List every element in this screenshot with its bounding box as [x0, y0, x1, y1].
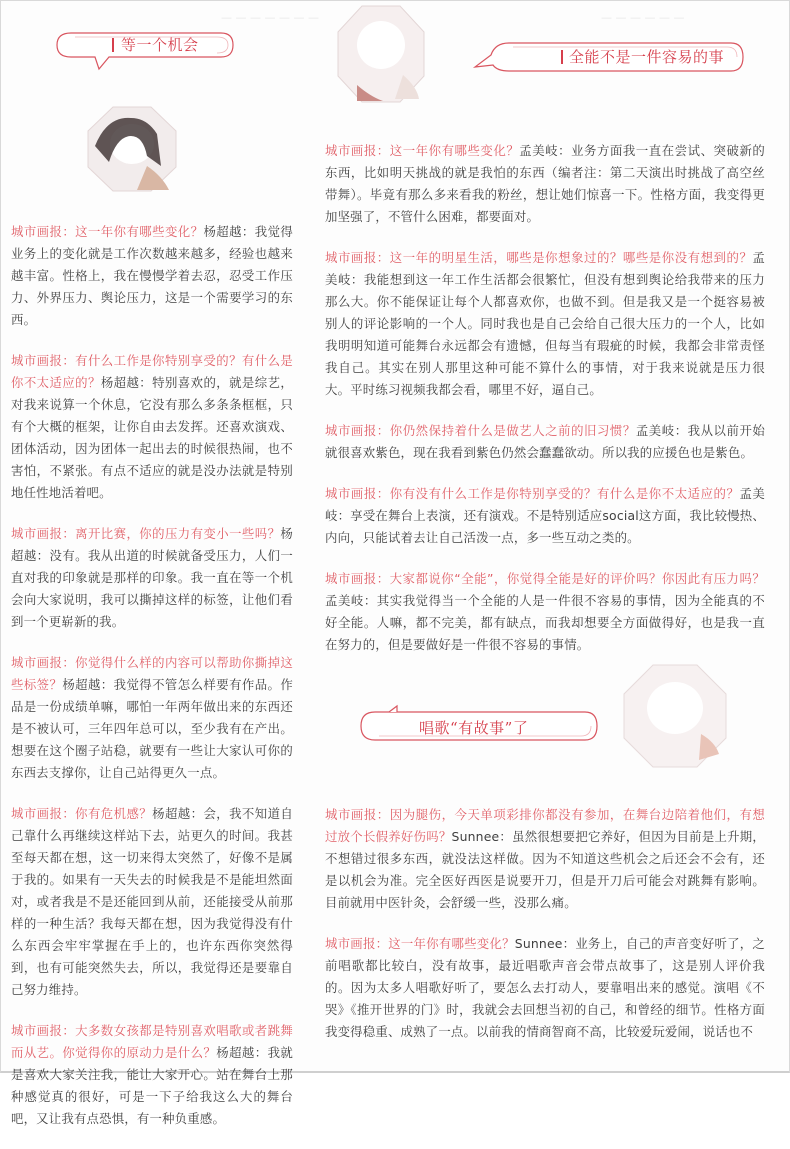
qa-paragraph — [325, 568, 765, 656]
banner-title: 唱歌“有故事”了 — [419, 719, 529, 737]
answer-text: 孟美岐：我从以前开始就很喜欢紫色，现在我看到紫色仍然会蠢蠢欲动。所以我的应援色也是紫色。 — [325, 423, 765, 460]
answer-text: 杨超越：我就是喜欢大家关注我，能让大家开心。站在舞台上那种感觉真的很好，可是一下子给我这么大的舞台吧，又让我有点恐惧，有一种负重感。 — [11, 1045, 293, 1126]
question-text: 城市画报：大家都说你“全能”，你觉得全能是好的评价吗？你因此有压力吗？ — [325, 571, 765, 586]
answer-text: 杨超越：特别喜欢的，就是综艺，对我来说算一个休息，它没有那么多条条框框，只有个大概的框架，让你自由去发挥。还喜欢演戏、团体活动，因为团体一起出去的时候很热闹，也不害怕，不紧张。有点不适应的就是没办法就是特别地任性地活着吧。 — [11, 375, 294, 500]
section-banner-left — [49, 25, 239, 71]
qa-paragraph — [325, 140, 765, 228]
answer-text: 孟美岐：我能想到这一年工作生活都会很繁忙，但没有想到舆论给我带来的压力那么大。你不能保证让每个人都喜欢你，也做不到。但是我又是一个挺容易被别人的评论影响的一个人。同时我也是自己会给自己很大压力的一个人，比如我明明知道可能舞台永远都会有遗憾，但每当有瑕疵的时候，我都会非常责怪我自己。其实在别人那里这种可能不算什么的事情，对于我来说就是压力很大。平时练习视频我都会看，哪里不好，逼自己。 — [325, 250, 765, 397]
question-text: 城市画报：这一年你有哪些变化？ — [325, 936, 515, 951]
qa-paragraph — [325, 420, 765, 464]
qa-paragraph — [11, 1020, 293, 1130]
qa-paragraph — [11, 652, 293, 784]
answer-text: 杨超越：我觉得业务上的变化就是工作次数越来越多，经验也越来越丰富。性格上，我在慢慢学着去忍，忍受工作压力、外界压力、舆论压力，这是一个需要学习的东西。 — [11, 224, 294, 327]
interview-column-left — [11, 221, 293, 1149]
question-text: 城市画报：这一年的明星生活，哪些是你想象过的？哪些是你没有想到的？ — [325, 250, 753, 265]
question-text: 城市画报：这一年你有哪些变化？ — [11, 224, 204, 239]
banner-bar-icon — [561, 50, 563, 64]
interview-column-right-bottom — [325, 804, 765, 1062]
qa-paragraph — [325, 933, 765, 1043]
bleed-through-decoration: — — — — — — — — [221, 11, 319, 24]
question-text: 城市画报：这一年你有哪些变化？ — [325, 143, 520, 158]
question-text: 城市画报：你仍然保持着什么是做艺人之前的旧习惯？ — [325, 423, 636, 438]
answer-text: Sunnee：业务上，自己的声音变好听了，之前唱歌都比较白，没有故事，最近唱歌声音会带点故事了，这是别人评价我的。因为太多人唱歌好听了，要怎么去打动人，要靠唱出来的感觉。演唱《不哭》《推开世界的门》时，我就会去回想当初的自己，和曾经的细节。性格方面我变得稳重、成熟了一点。以前我的情商智商不高，比较爱玩爱闹，说话也不 — [325, 936, 766, 1039]
question-text: 城市画报：离开比赛，你的压力有变小一些吗？ — [11, 526, 281, 541]
portrait-photo-left — [87, 106, 177, 192]
answer-text: 孟美岐：其实我觉得当一个全能的人是一件很不容易的事情，因为全能真的不好全能。人嘛，都不完美，都有缺点，而我却想要全方面做得好，也是我一直在努力的，但是要做好是一件很不容易的事情。 — [325, 593, 765, 652]
qa-paragraph — [325, 483, 765, 549]
qa-paragraph — [11, 523, 293, 633]
banner-bar-icon — [112, 38, 114, 52]
answer-text: Sunnee：虽然很想要把它养好，但因为目前是上升期，不想错过很多东西，就没法这样做。因为不知道这些机会之后还会不会有，还是以机会为准。完全医好西医是说要开刀，但是开刀后可能会对跳舞有影响。目前就用中医针灸，会舒缓一些，没那么痛。 — [325, 829, 766, 910]
answer-text: 杨超越：没有。我从出道的时候就备受压力，人们一直对我的印象就是那样的印象。我一直在等一个机会向大家说明，我可以撕掉这样的标签，让他们看到一个更崭新的我。 — [11, 526, 293, 629]
portrait-photo-right-top — [337, 5, 425, 103]
question-text: 城市画报：有什么工作是你特别享受的？有什么是你不太适应的？ — [11, 353, 293, 390]
portrait-photo-right-mid — [623, 664, 727, 768]
bleed-through-decoration: — — — — — — — [601, 11, 685, 24]
question-text: 城市画报：大多数女孩都是特别喜欢唱歌或者跳舞而从艺。你觉得你的原动力是什么？ — [11, 1023, 293, 1060]
banner-title: 等一个机会 — [121, 36, 199, 54]
answer-text: 孟美岐：享受在舞台上表演，还有演戏。不是特别适应social这方面，我比较慢热、内向，只能试着去让自己活泼一点，多一些互动之类的。 — [325, 486, 765, 545]
qa-paragraph — [325, 804, 765, 914]
qa-paragraph — [11, 221, 293, 331]
section-banner-right-top — [469, 37, 749, 77]
qa-paragraph — [11, 803, 293, 1001]
section-banner-right-mid — [353, 704, 603, 750]
qa-paragraph — [11, 350, 293, 504]
qa-paragraph — [325, 247, 765, 401]
answer-text: 杨超越：我觉得不管怎么样要有作品。作品是一份成绩单嘛，哪怕一年两年做出来的东西还是不被认可，三年四年总可以，至少我有在产出。想要在这个圈子站稳，就要有一些让大家认可你的东西去支撑你，让自己站得更久一点。 — [11, 677, 293, 780]
question-text: 城市画报：你有危机感？ — [11, 806, 153, 821]
banner-title: 全能不是一件容易的事 — [569, 48, 725, 66]
question-text: 城市画报：你有没有什么工作是你特别享受的？有什么是你不太适应的？ — [325, 486, 740, 501]
answer-text: 孟美岐：业务方面我一直在尝试、突破新的东西，比如明天挑战的就是我怕的东西（编者注：第二天演出时挑战了高空丝带舞）。毕竟有那么多来看我的粉丝，想让她们惊喜一下。性格方面，我变得更加坚强了，不管什么困难，都要面对。 — [325, 143, 765, 224]
question-text: 城市画报：你觉得什么样的内容可以帮助你撕掉这些标签？ — [11, 655, 293, 692]
answer-text: 杨超越：会，我不知道自己靠什么再继续这样站下去，站更久的时间。我甚至每天都在想，这一切来得太突然了，好像不是属于我的。如果有一天失去的时候我是不是能坦然面对，或者我是不是还能回到从前，还能接受从前那样的一种生活？我每天都在想，因为我觉得没有什么东西会牢牢掌握在手上的，也许东西你突然得到，也有可能突然失去，所以，我觉得还是要靠自己努力维持。 — [11, 806, 294, 997]
question-text: 城市画报：因为腿伤，今天单项彩排你都没有参加，在舞台边陪着他们，有想过放个长假养好伤吗？ — [325, 807, 765, 844]
interview-column-right-top — [325, 140, 765, 675]
